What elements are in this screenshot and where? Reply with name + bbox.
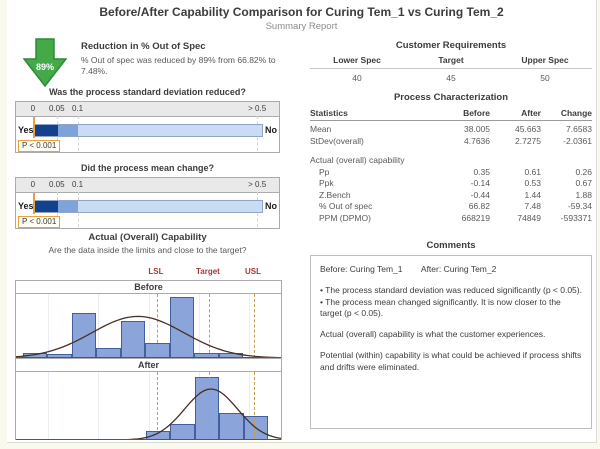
row-value: 0.26	[575, 166, 592, 177]
mean-gauge-scale	[16, 178, 279, 193]
before-after-legend	[320, 264, 582, 275]
reduction-percent: 89%	[35, 62, 54, 72]
reduction-body: % Out of spec was reduced by 89% from 66.82% to 7.48%.	[81, 55, 276, 77]
yes-label: Yes	[18, 201, 34, 211]
table-row	[310, 155, 592, 167]
reduction-summary	[17, 38, 289, 88]
scale-segment-medium	[58, 125, 78, 136]
customer-requirements-table	[310, 40, 592, 83]
lsl-label: LSL	[148, 267, 164, 276]
scale-segment-dark	[35, 201, 58, 212]
summary-report	[7, 0, 597, 443]
row-value: -593371	[560, 212, 592, 223]
comment-bullet: • The process standard deviation was reduced significantly (p < 0.05).	[320, 285, 582, 296]
tick-label: 0	[30, 180, 36, 189]
stdev-gauge-question: Was the process standard deviation reduced?	[49, 87, 246, 97]
p-value-marker	[33, 117, 35, 138]
table-row	[310, 69, 592, 83]
row-label: Ppk	[319, 178, 334, 188]
after-panel-label: After	[16, 358, 281, 372]
p-value-marker	[33, 193, 35, 214]
tick-label: 0.1	[71, 180, 84, 189]
capability-histograms	[15, 280, 282, 440]
stdev-gauge-scale	[16, 102, 279, 117]
process-characterization-table	[310, 92, 592, 224]
usl-label: USL	[244, 267, 261, 276]
spec-value: 45	[446, 73, 456, 83]
p-value-scale-bar	[34, 124, 263, 137]
tick-label: 0.05	[48, 104, 65, 113]
row-label: % Out of spec	[319, 201, 373, 211]
table-row	[310, 167, 592, 179]
scale-segment-light	[78, 201, 262, 212]
row-value: 0.53	[524, 178, 541, 188]
tick-label: 0.1	[71, 104, 84, 113]
customer-requirements-title: Customer Requirements	[395, 40, 507, 51]
row-value: 668219	[461, 212, 490, 223]
before-histogram	[16, 294, 281, 358]
yes-label: Yes	[18, 125, 34, 135]
before-source: Before: Curing Tem_1	[320, 264, 403, 274]
capability-heading: Actual (Overall) Capability	[88, 232, 207, 243]
after-source: After: Curing Tem_2	[420, 264, 497, 274]
before-panel-label: Before	[16, 281, 281, 294]
row-label: StDev(overall)	[310, 135, 364, 146]
after-histogram	[16, 372, 281, 440]
row-value: 7.48	[524, 201, 541, 211]
row-value: 66.82	[468, 201, 490, 211]
table-row	[310, 121, 592, 136]
table-header-row	[310, 105, 592, 121]
x-axis	[16, 439, 281, 440]
table-row	[310, 190, 592, 202]
scale-segment-dark	[35, 125, 58, 136]
row-label: Pp	[319, 166, 330, 177]
column-header: Target	[438, 55, 464, 65]
row-label: Mean	[310, 124, 332, 134]
tick-label: 0	[30, 104, 36, 113]
row-value: 0.67	[575, 178, 592, 188]
no-label: No	[265, 125, 277, 135]
after-normal-curve	[16, 372, 281, 440]
table-row	[310, 178, 592, 190]
column-header: After	[521, 108, 541, 118]
p-value-scale-bar	[34, 200, 263, 213]
mean-gauge	[15, 163, 280, 229]
comments-title: Comments	[426, 240, 476, 251]
column-header: Lower Spec	[333, 55, 381, 65]
table-row	[310, 147, 592, 155]
comment-bullet: • The process mean changed significantly. It is now closer to the target (p < 0.05).	[320, 296, 561, 319]
comment-note: Actual (overall) capability is what the customer experiences.	[320, 328, 546, 339]
table-row	[310, 136, 592, 148]
column-header: Upper Spec	[521, 55, 569, 65]
tick-label: > 0.5	[248, 104, 267, 113]
table-body	[310, 121, 592, 224]
row-value: 4.7636	[464, 135, 490, 146]
column-header: Change	[560, 108, 592, 118]
p-value-badge: P < 0.001	[18, 216, 60, 228]
row-value: 0.61	[524, 166, 541, 177]
table-header-row	[310, 52, 592, 69]
comments-notes	[320, 329, 582, 373]
row-value: 2.7275	[515, 135, 541, 146]
row-value: 38.005	[464, 124, 490, 134]
stdev-gauge-bar-row	[16, 117, 279, 152]
row-value: 1.88	[575, 189, 592, 200]
mean-gauge-box	[15, 177, 280, 229]
tick-label: 0.05	[48, 180, 65, 189]
row-value: 1.44	[524, 189, 541, 200]
comments-bullet-list	[320, 285, 582, 319]
reduction-heading: Reduction in % Out of Spec	[81, 41, 206, 52]
row-label: Actual (overall) capability	[310, 155, 405, 165]
page-title: Before/After Capability Comparison for Curing Tem_1 vs Curing Tem_2	[99, 5, 504, 19]
row-label: Z.Bench	[319, 189, 351, 200]
row-label: PPM (DPMO)	[319, 212, 371, 223]
scale-segment-medium	[58, 201, 78, 212]
page-subtitle: Summary Report	[265, 21, 338, 32]
row-value: -59.34	[567, 201, 592, 211]
row-value: 74849	[517, 212, 541, 223]
row-value: 7.6583	[566, 124, 592, 134]
spec-value: 40	[352, 73, 362, 83]
row-value: -0.14	[470, 178, 490, 188]
comment-note: Potential (within) capability is what could be achieved if process shifts and drifts were eliminated.	[320, 350, 582, 372]
process-characterization-title: Process Characterization	[393, 92, 509, 103]
spec-value: 50	[540, 73, 550, 83]
mean-gauge-question: Did the process mean change?	[80, 163, 215, 173]
spec-label-strip	[15, 267, 280, 277]
tick-label: > 0.5	[248, 180, 267, 189]
no-label: No	[265, 201, 277, 211]
mean-gauge-bar-row	[16, 193, 279, 228]
row-value: -2.0361	[563, 135, 592, 146]
row-value: 45.663	[515, 124, 541, 134]
table-row	[310, 213, 592, 225]
stdev-gauge	[15, 87, 280, 153]
row-value: 0.35	[473, 166, 490, 177]
p-value-badge: P < 0.001	[18, 140, 60, 152]
comments-box	[310, 255, 592, 429]
column-header: Statistics	[310, 108, 348, 118]
row-value: -0.44	[470, 189, 490, 200]
table-row	[310, 201, 592, 213]
comments-section	[310, 240, 592, 429]
before-normal-curve	[16, 294, 281, 358]
scale-segment-light	[78, 125, 262, 136]
target-label: Target	[195, 267, 220, 276]
capability-subheading: Are the data inside the limits and close to the target?	[48, 245, 247, 255]
stdev-gauge-box	[15, 101, 280, 153]
column-header: Before	[463, 108, 490, 118]
